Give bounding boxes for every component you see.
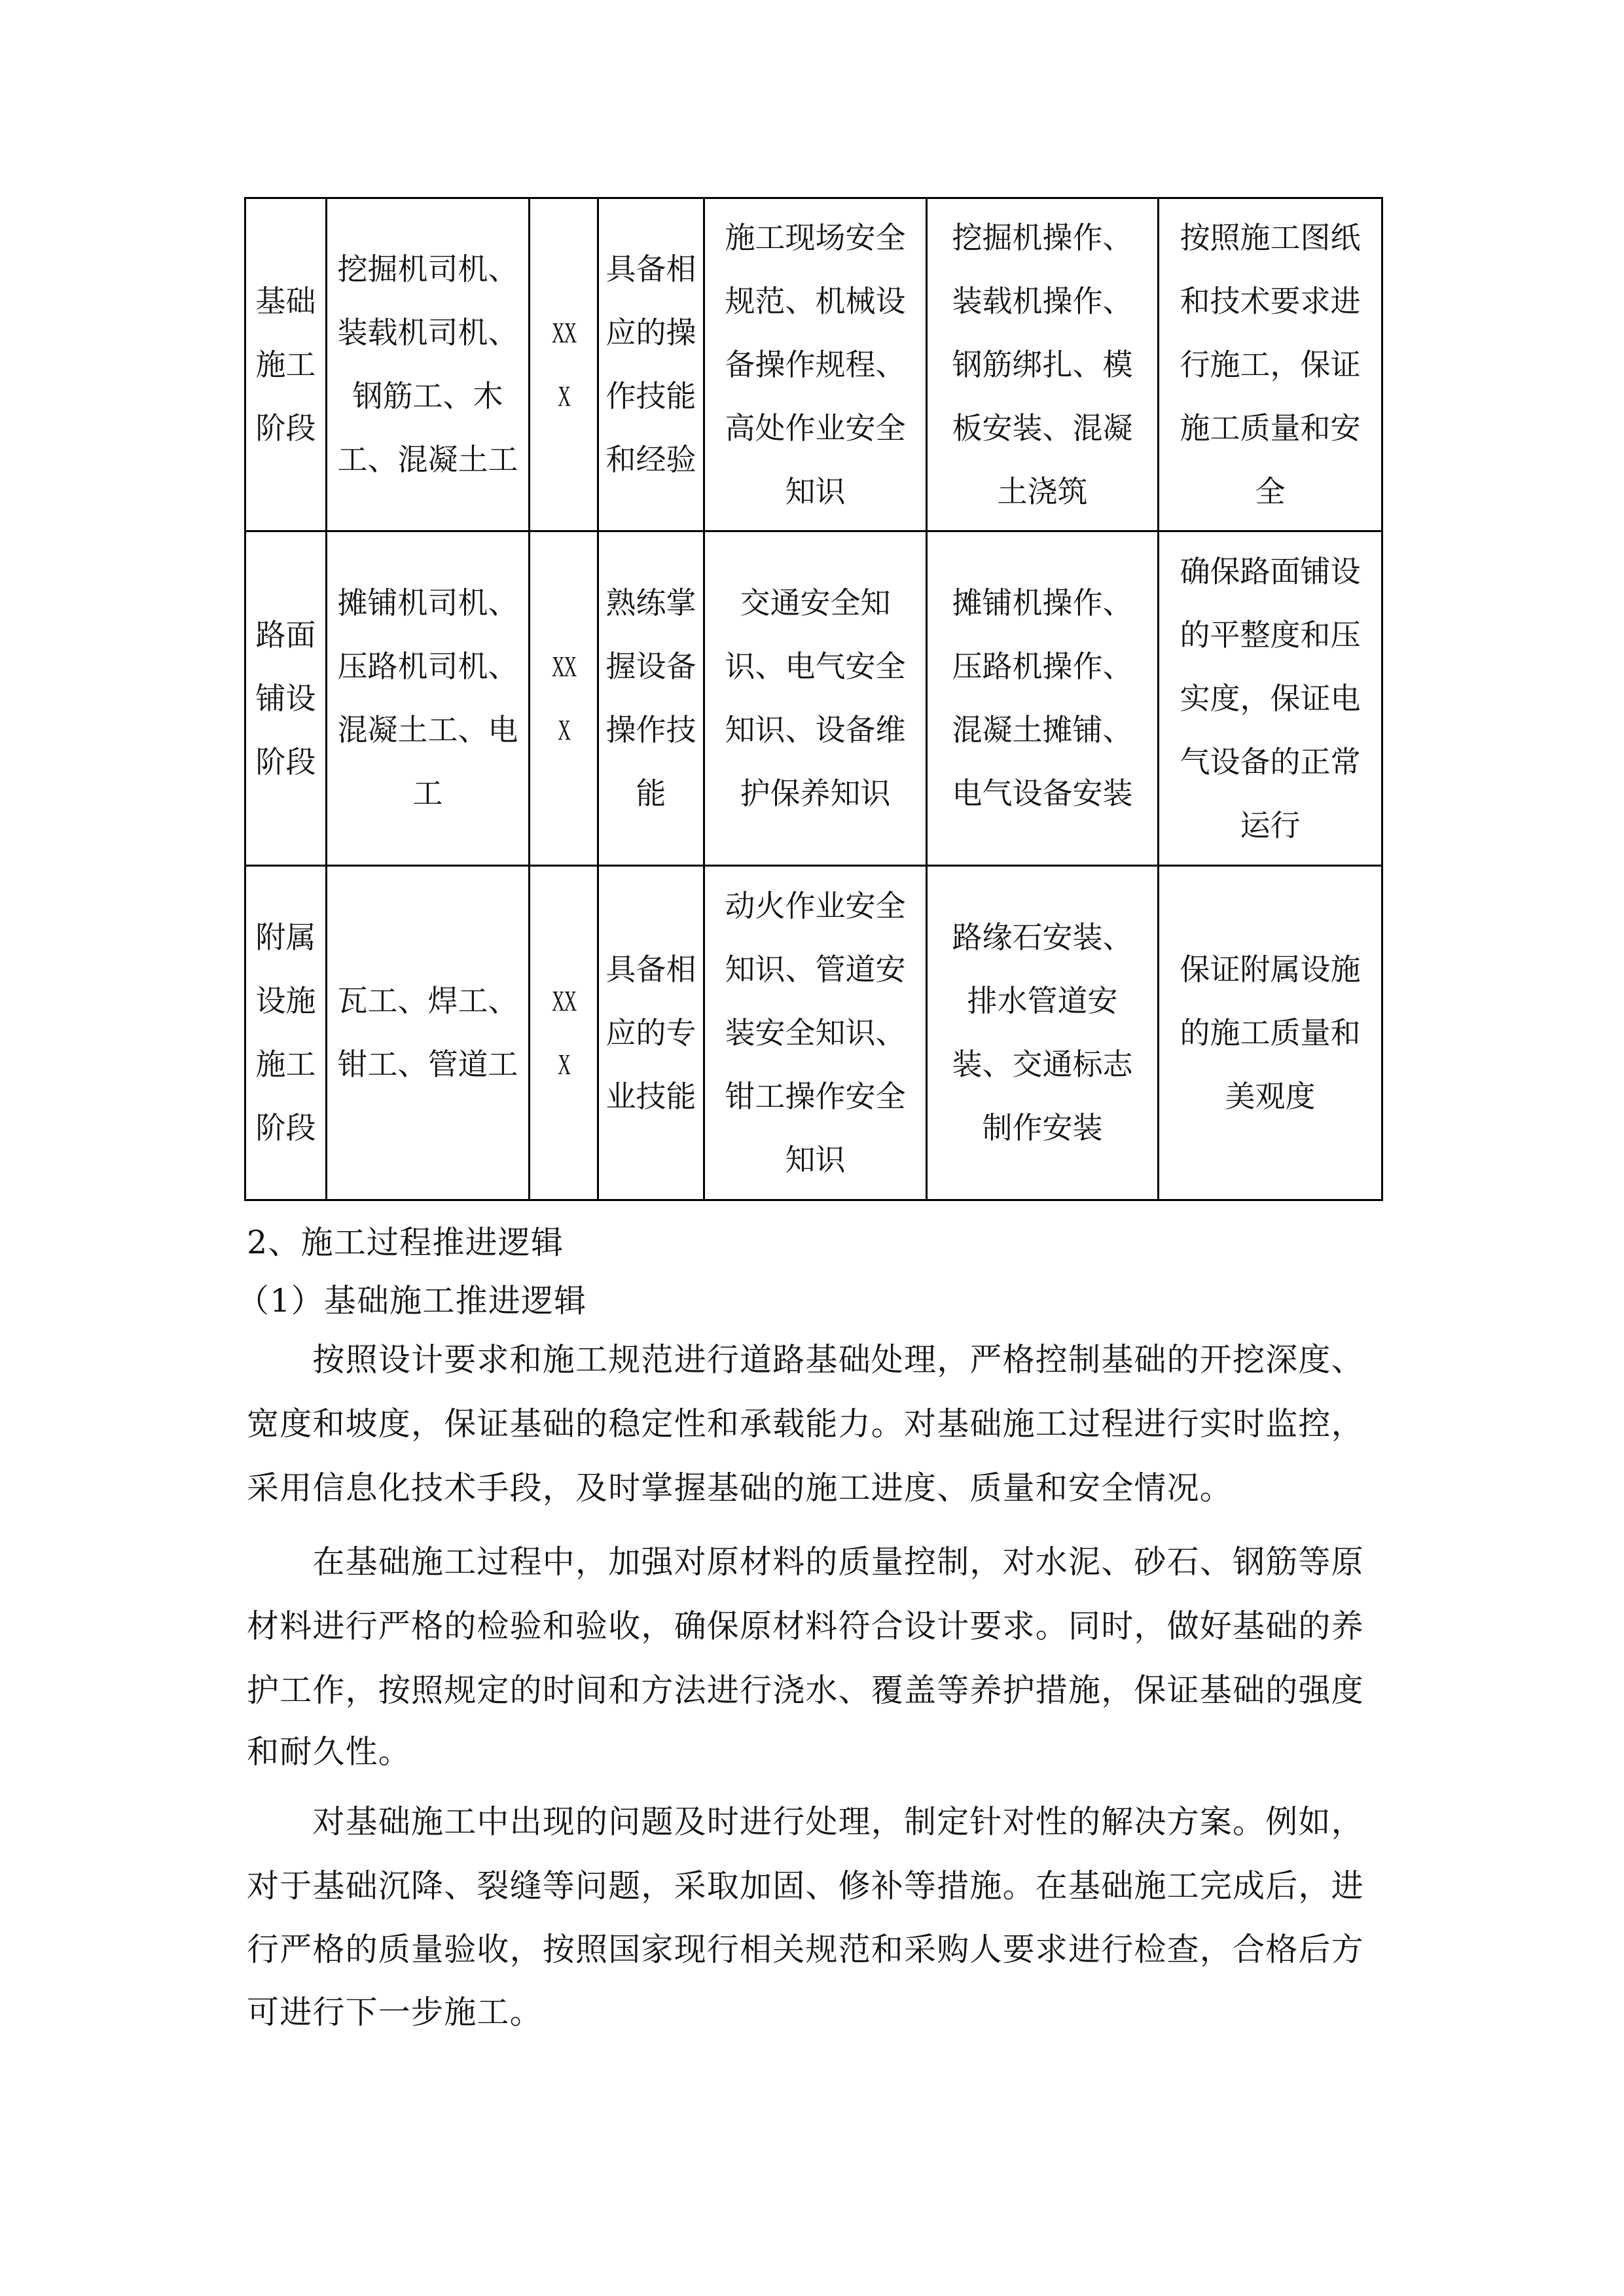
paragraph-line: 材料进行严格的检验和验收，确保原材料符合设计要求。同时，做好基础的养	[247, 1607, 1364, 1645]
workers-cell: 挖掘机司机、 装载机司机、 钢筋工、木 工、混凝土工	[327, 198, 530, 531]
operations-cell: 路缘石安装、 排水管道安 装、交通标志 制作安装	[927, 866, 1159, 1200]
stage-cell: 附属 设施 施工 阶段	[245, 866, 327, 1200]
paragraph-line: 在基础施工过程中，加强对原材料的质量控制，对水泥、砂石、钢筋等原	[247, 1543, 1364, 1581]
count-cell: XXX	[542, 531, 585, 866]
count-cell: XXX	[542, 866, 585, 1200]
training-cell: 动火作业安全 知识、管道安 装安全知识、 钳工操作安全 知识	[704, 866, 927, 1200]
paragraph-line: 对于基础沉降、裂缝等问题，采取加固、修补等措施。在基础施工完成后，进	[247, 1867, 1364, 1905]
training-cell: 施工现场安全 规范、机械设 备操作规程、 高处作业安全 知识	[704, 198, 927, 531]
operations-cell: 摊铺机操作、 压路机操作、 混凝土摊铺、 电气设备安装	[927, 531, 1159, 866]
training-cell: 交通安全知 识、电气安全 知识、设备维 护保养知识	[704, 531, 927, 866]
paragraph-line: 行严格的质量验收，按照国家现行相关规范和采购人要求进行检查，合格后方	[247, 1931, 1364, 1968]
table-row	[245, 531, 1382, 866]
stage-cell: 基础 施工 阶段	[245, 198, 327, 531]
paragraph-line: 和耐久性。	[247, 1733, 412, 1770]
workers-cell: 瓦工、焊工、 钳工、管道工	[327, 866, 530, 1200]
workers-cell: 摊铺机司机、 压路机司机、 混凝土工、电 工	[327, 531, 530, 866]
stage-cell: 路面 铺设 阶段	[245, 531, 327, 866]
goal-cell: 确保路面铺设 的平整度和压 实度，保证电 气设备的正常 运行	[1159, 531, 1382, 866]
paragraph-line: 护工作，按照规定的时间和方法进行浇水、覆盖等养护措施，保证基础的强度	[247, 1672, 1364, 1709]
table-row	[245, 198, 1382, 531]
goal-cell: 按照施工图纸 和技术要求进 行施工，保证 施工质量和安 全	[1159, 198, 1382, 531]
count-cell: XXX	[542, 198, 585, 531]
paragraph-line: 宽度和坡度，保证基础的稳定性和承载能力。对基础施工过程进行实时监控，	[247, 1405, 1364, 1443]
operations-cell: 挖掘机操作、 装载机操作、 钢筋绑扎、模 板安装、混凝 土浇筑	[927, 198, 1159, 531]
paragraph-line: 可进行下一步施工。	[247, 1994, 543, 2031]
table-row	[245, 866, 1382, 1200]
skills-cell: 熟练掌 握设备 操作技 能	[598, 531, 704, 866]
paragraph-line: 采用信息化技术手段，及时掌握基础的施工进度、质量和安全情况。	[247, 1469, 1233, 1507]
skills-cell: 具备相 应的操 作技能 和经验	[598, 198, 704, 531]
paragraph-line: 按照设计要求和施工规范进行道路基础处理，严格控制基础的开挖深度、	[247, 1341, 1364, 1378]
section-subheading: （1）基础施工推进逻辑	[237, 1282, 587, 1319]
paragraph-line: 对基础施工中出现的问题及时进行处理，制定针对性的解决方案。例如，	[247, 1803, 1364, 1840]
skills-cell: 具备相 应的专 业技能	[598, 866, 704, 1200]
section-heading: 2、施工过程推进逻辑	[247, 1224, 564, 1261]
goal-cell: 保证附属设施 的施工质量和 美观度	[1159, 866, 1382, 1200]
personnel-table	[244, 197, 1383, 1201]
